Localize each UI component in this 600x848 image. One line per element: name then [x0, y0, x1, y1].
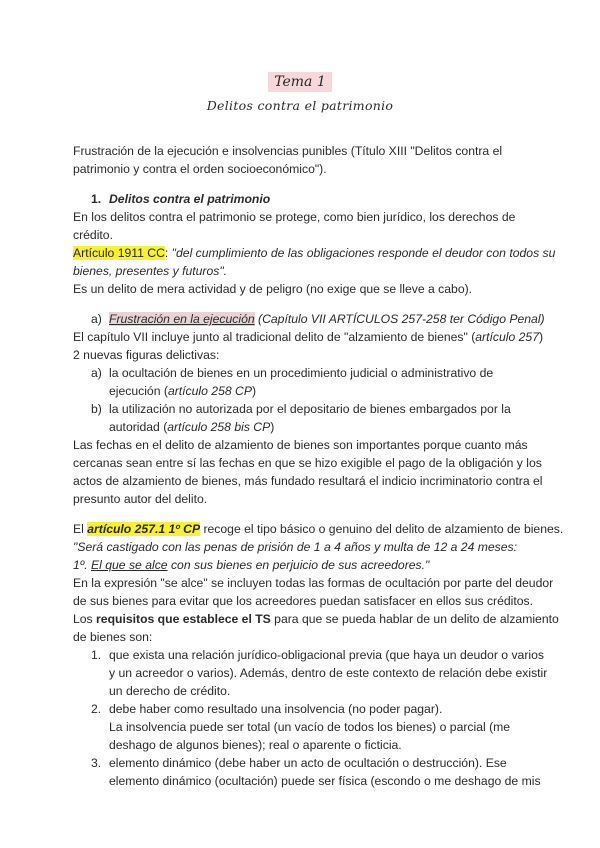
- list-item-a-article-ref: artículo 258 CP: [167, 384, 252, 398]
- requirement-3-text-1: elemento dinámico (debe haber un acto de ocultación o destrucción). Ese: [109, 756, 507, 770]
- expression-line-1: En la expresión "se alce" se incluyen todas las formas de ocultación por parte del deudor: [73, 576, 554, 590]
- requirement-2-line-3: deshago de algunos bienes); real o aparente o ficticia.: [109, 738, 402, 752]
- requirement-2-number: 2.: [91, 702, 102, 716]
- requirement-1-number: 1.: [91, 648, 102, 662]
- page-subtitle: Delitos contra el patrimonio: [206, 98, 394, 113]
- requirement-1-line-1: [91, 646, 551, 664]
- requirements-post: para que se pueda hablar de un delito de alzamiento: [270, 612, 559, 626]
- section-p1-line-2: crédito.: [73, 228, 113, 242]
- article-1911-label: Artículo 1911 CC: [73, 246, 165, 260]
- article-257-quote-2-rest: con sus bienes en perjuicio de sus acreedores.": [167, 558, 430, 572]
- section-title: Delitos contra el patrimonio: [109, 192, 271, 206]
- requirement-1-line-3: un derecho de crédito.: [109, 684, 231, 698]
- list-item-b-line-2-text: autoridad (: [109, 420, 168, 434]
- requirements-line-1: [73, 610, 559, 628]
- intro-line-2: patrimonio y contra el orden socioeconómico").: [73, 162, 327, 176]
- article-1911-colon: :: [164, 246, 169, 260]
- requirement-2-line-2: La insolvencia puede ser total (un vacío de todos los bienes) o parcial (me: [109, 720, 511, 734]
- subsection-a-line-1: [73, 328, 544, 346]
- section-heading: [91, 190, 551, 208]
- section-number: 1.: [91, 192, 102, 206]
- article-257-pre: El: [73, 522, 88, 536]
- subsection-a-line-2: 2 nuevas figuras delictivas:: [73, 348, 220, 362]
- list-item-a-line-1: [91, 364, 551, 382]
- subtitle-block: [0, 97, 600, 115]
- subsection-a-heading: [91, 310, 551, 328]
- article-257-quote-2-num: 1º.: [73, 558, 92, 572]
- list-item-a-line-2-text: ejecución (: [109, 384, 168, 398]
- section-p1-line-1: En los delitos contra el patrimonio se protege, como bien jurídico, los derechos de: [73, 210, 516, 224]
- article-1911-line: [73, 244, 556, 262]
- subsection-a-line-1-text: El capítulo VII incluye junto al tradicional delito de "alzamiento de bienes" (: [73, 330, 476, 344]
- article-1911-quote-2: bienes, presentes y futuros".: [73, 264, 228, 278]
- requirements-line-2: de bienes son:: [73, 630, 153, 644]
- requirement-3-line-2: elemento dinámico (ocultación) puede ser física (escondo o me deshago de mis: [109, 774, 541, 788]
- requirement-1-text-1: que exista una relación jurídico-obligacional previa (que haya un deudor o varios: [109, 648, 544, 662]
- article-257-label: artículo 257.1 1º CP: [87, 522, 201, 536]
- subsection-a-title: Frustración en la ejecución: [109, 312, 255, 326]
- dates-paragraph-line-1: Las fechas en el delito de alzamiento de bienes son importantes porque cuanto más: [73, 438, 528, 452]
- requirement-1-line-2: y un acreedor o varios). Además, dentro de este contexto de relación debe existir: [109, 666, 548, 680]
- article-257-post: recoge el tipo básico o genuino del delito de alzamiento de bienes.: [200, 522, 564, 536]
- list-item-a-letter: a): [91, 366, 102, 380]
- article-257-line: [73, 520, 564, 538]
- list-item-b-line-2: [109, 418, 569, 436]
- list-item-a-line-2: [109, 382, 569, 400]
- dates-paragraph-line-3: actos de alzamiento de bienes, más fundado resultará el indicio incriminatorio contra el: [73, 474, 543, 488]
- subsection-a-line-1-end: ): [538, 330, 544, 344]
- dates-paragraph-line-2: cercanas sean entre sí las fechas en que se hizo exigible el pago de la obligación y los: [73, 456, 542, 470]
- page-title: Tema 1: [268, 72, 332, 92]
- article-257-quote-1: "Será castigado con las penas de prisión de 1 a 4 años y multa de 12 a 24 meses:: [73, 540, 518, 554]
- list-item-a-text: la ocultación de bienes en un procedimiento judicial o administrativo de: [109, 366, 494, 380]
- subsection-a-letter: a): [91, 312, 102, 326]
- requirement-2-text-1: debe haber como resultado una insolvencia (no poder pagar).: [109, 702, 443, 716]
- dates-paragraph-line-4: presunto autor del delito.: [73, 492, 208, 506]
- article-1911-quote-1: "del cumplimiento de las obligaciones responde el deudor con todos su: [168, 246, 556, 260]
- requirement-3-number: 3.: [91, 756, 102, 770]
- article-257-quote-2-underlined: El que se alce: [91, 558, 168, 572]
- intro-line-1: Frustración de la ejecución e insolvencias punibles (Título XIII "Delitos contra el: [73, 144, 503, 158]
- section-p2: Es un delito de mera actividad y de peligro (no exige que se lleve a cabo).: [73, 282, 473, 296]
- article-257-quote-2: [73, 556, 533, 574]
- list-item-b-letter: b): [91, 402, 102, 416]
- list-item-b-article-ref: artículo 258 bis CP: [167, 420, 271, 434]
- list-item-b-line-1: [91, 400, 551, 418]
- requirements-pre: Los: [73, 612, 97, 626]
- list-item-b-text: la utilización no autorizada por el depositario de bienes embargados por la: [109, 402, 511, 416]
- expression-line-2: de sus bienes para evitar que los acreedores puedan satisfacer en ellos sus créditos.: [73, 594, 534, 608]
- requirement-3-line-1: [91, 754, 551, 772]
- requirements-bold: requisitos que establece el TS: [96, 612, 271, 626]
- subsection-a-article-ref: artículo 257: [475, 330, 539, 344]
- subsection-a-ref: (Capítulo VII ARTÍCULOS 257-258 ter Código Penal): [254, 312, 545, 326]
- list-item-a-line-2-end: ): [251, 384, 257, 398]
- list-item-b-line-2-end: ): [270, 420, 275, 434]
- requirement-2-line-1: [91, 700, 551, 718]
- title-block: [0, 72, 600, 92]
